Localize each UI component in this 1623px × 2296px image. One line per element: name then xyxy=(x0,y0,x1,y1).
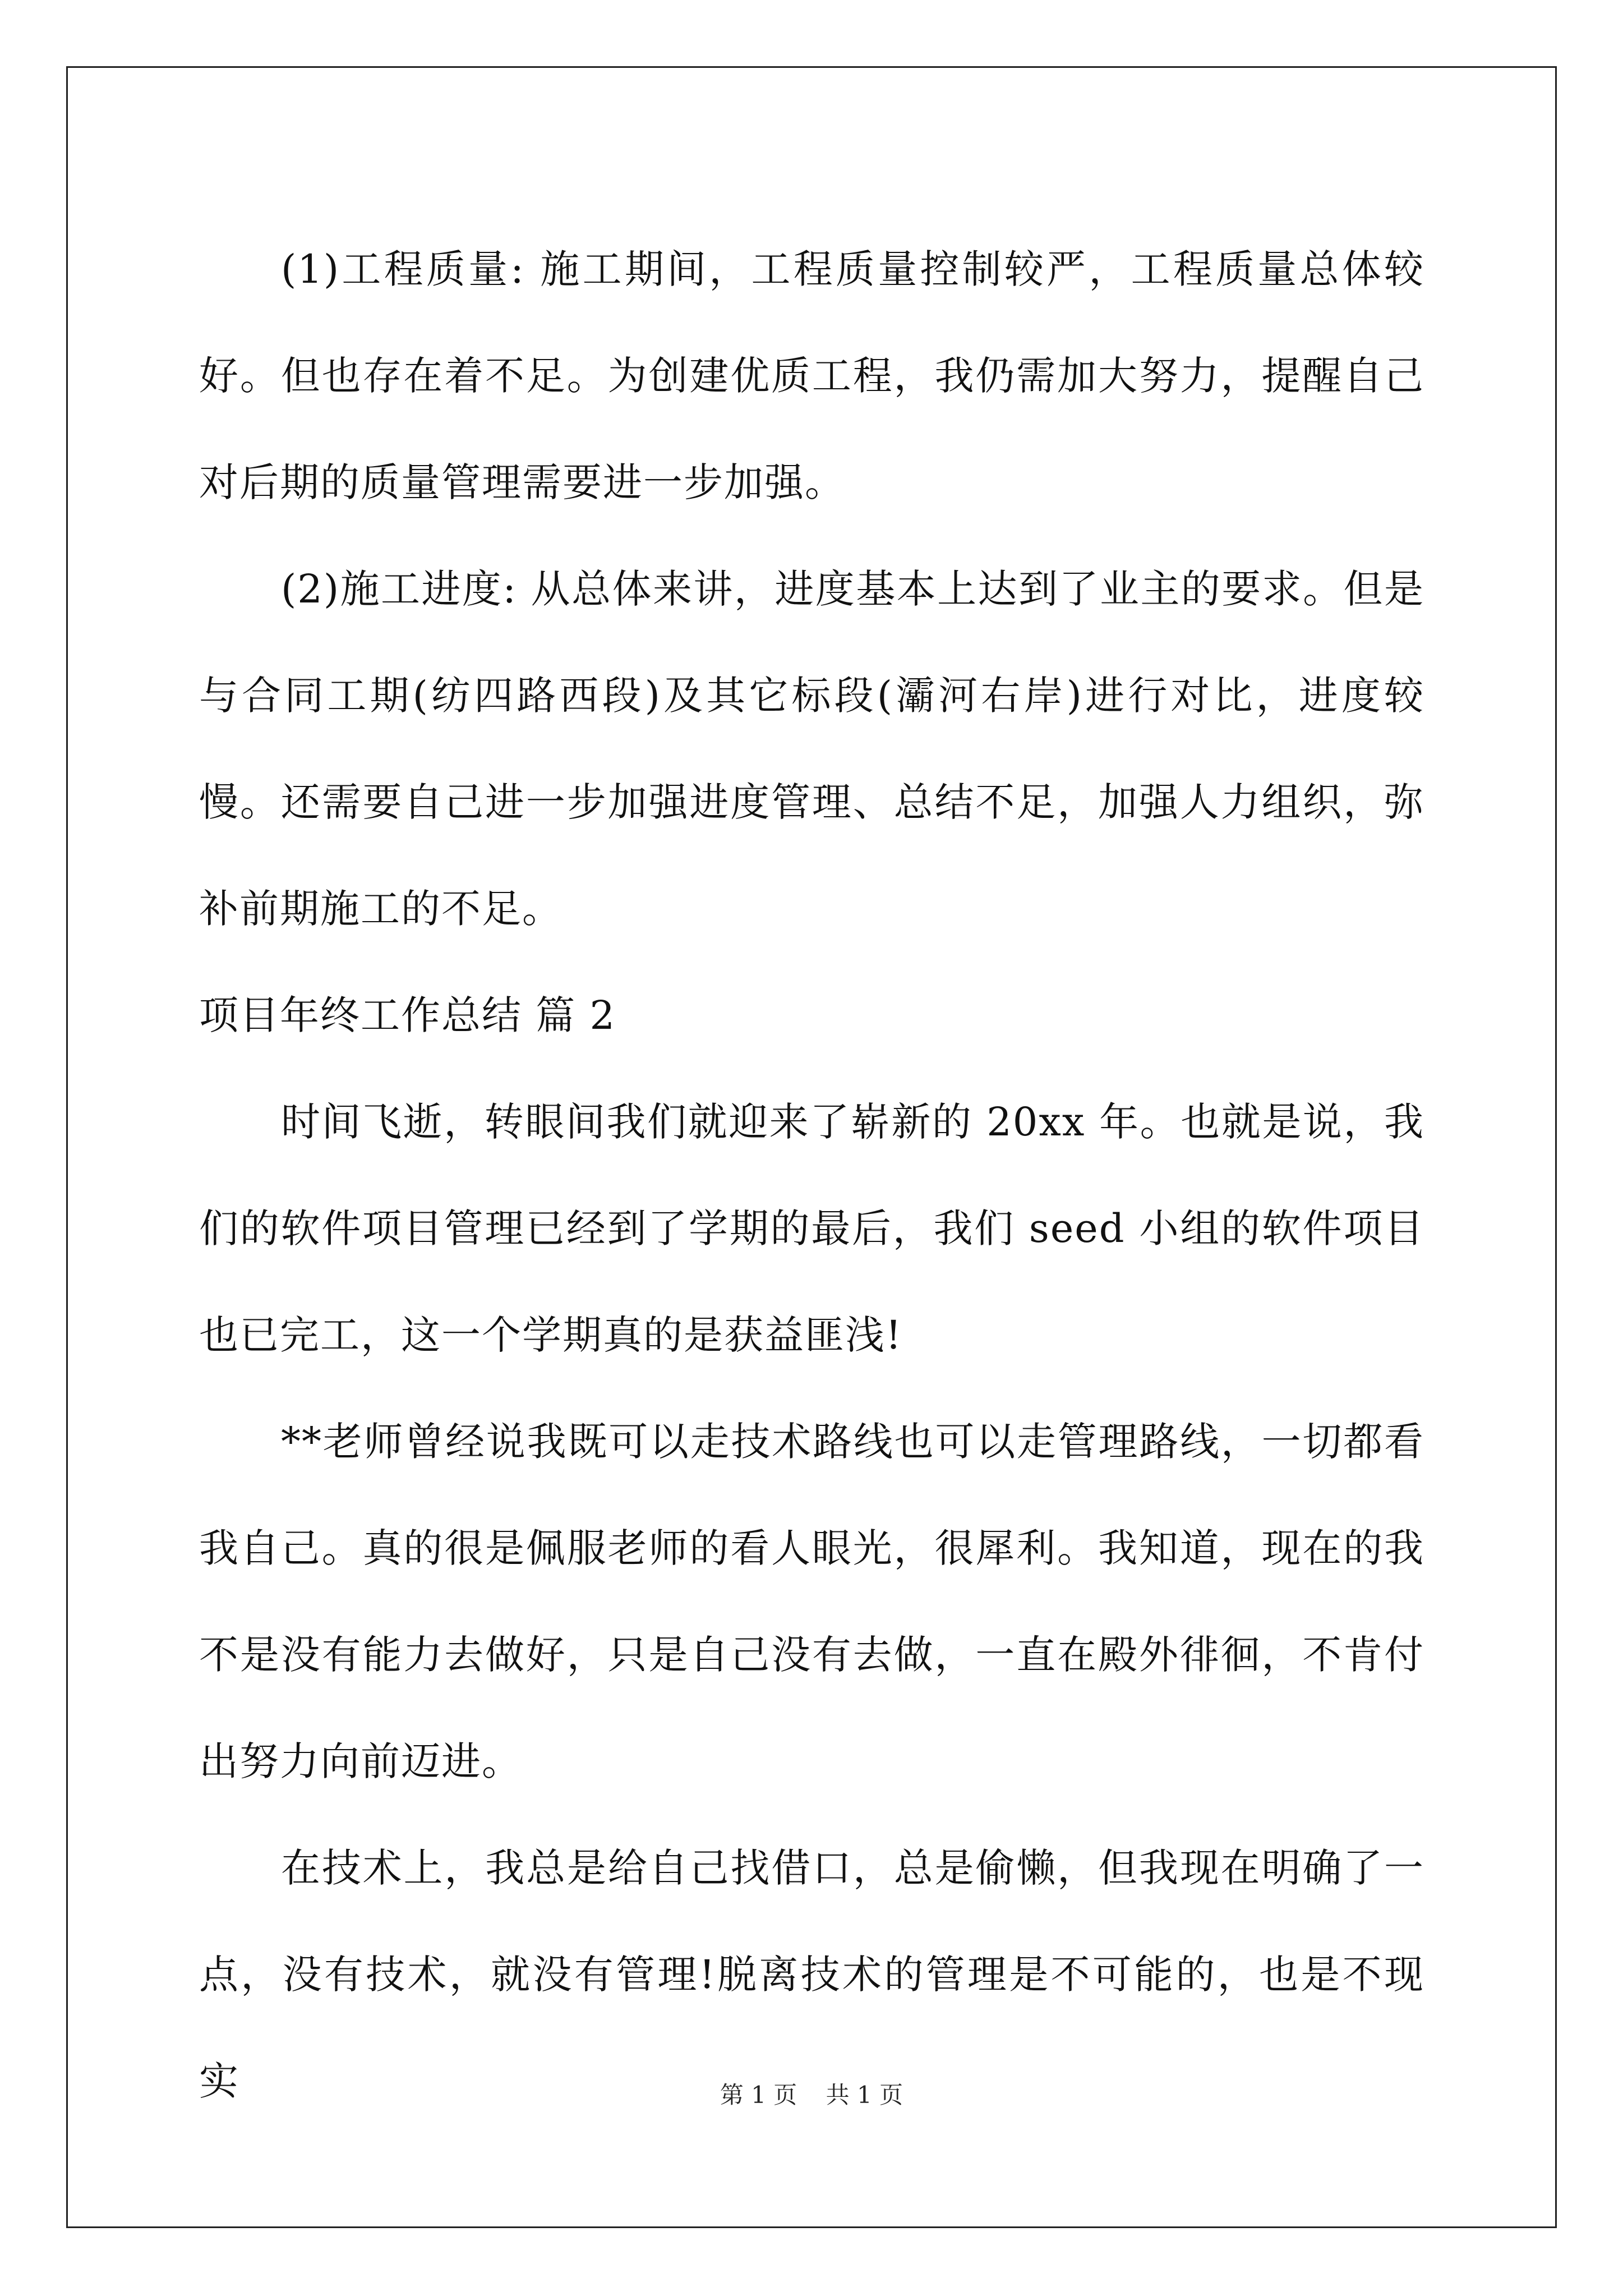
paragraph-teacher-advice: **老师曾经说我既可以走技术路线也可以走管理路线，一切都看我自己。真的很是佩服老师的看人眼光，很犀利。我知道，现在的我不是没有能力去做好，只是自己没有去做，一直在殿外徘徊，不肯付出努力向前迈进。 xyxy=(199,1419,1424,1784)
paragraph-technology: 在技术上，我总是给自己找借口，总是偷懒，但我现在明确了一点，没有技术，就没有管理!脱离技术的管理是不可能的，也是不现实 xyxy=(199,1845,1424,2104)
page-total: 共 1 页 xyxy=(826,2081,903,2109)
paragraph-construction-progress: (2)施工进度: 从总体来讲，进度基本上达到了业主的要求。但是与合同工期(纺四路西段)及其它标段(灞河右岸)进行对比，进度较慢。还需要自己进一步加强进度管理、总结不足，加强人力组织，弥补前期施工的不足。 xyxy=(199,566,1424,932)
page-footer xyxy=(0,2078,1623,2112)
document-body xyxy=(199,216,1424,2134)
section-heading: 项目年终工作总结 篇 2 xyxy=(199,992,616,1038)
page-number: 第 1 页 xyxy=(720,2081,797,2109)
paragraph-time-flies: 时间飞逝，转眼间我们就迎来了崭新的 20xx 年。也就是说，我们的软件项目管理已经到了学期的最后，我们 seed 小组的软件项目也已完工，这一个学期真的是获益匪浅! xyxy=(199,1099,1424,1358)
paragraph-engineering-quality: (1)工程质量: 施工期间，工程质量控制较严，工程质量总体较好。但也存在着不足。为创建优质工程，我仍需加大努力，提醒自己对后期的质量管理需要进一步加强。 xyxy=(199,246,1424,505)
